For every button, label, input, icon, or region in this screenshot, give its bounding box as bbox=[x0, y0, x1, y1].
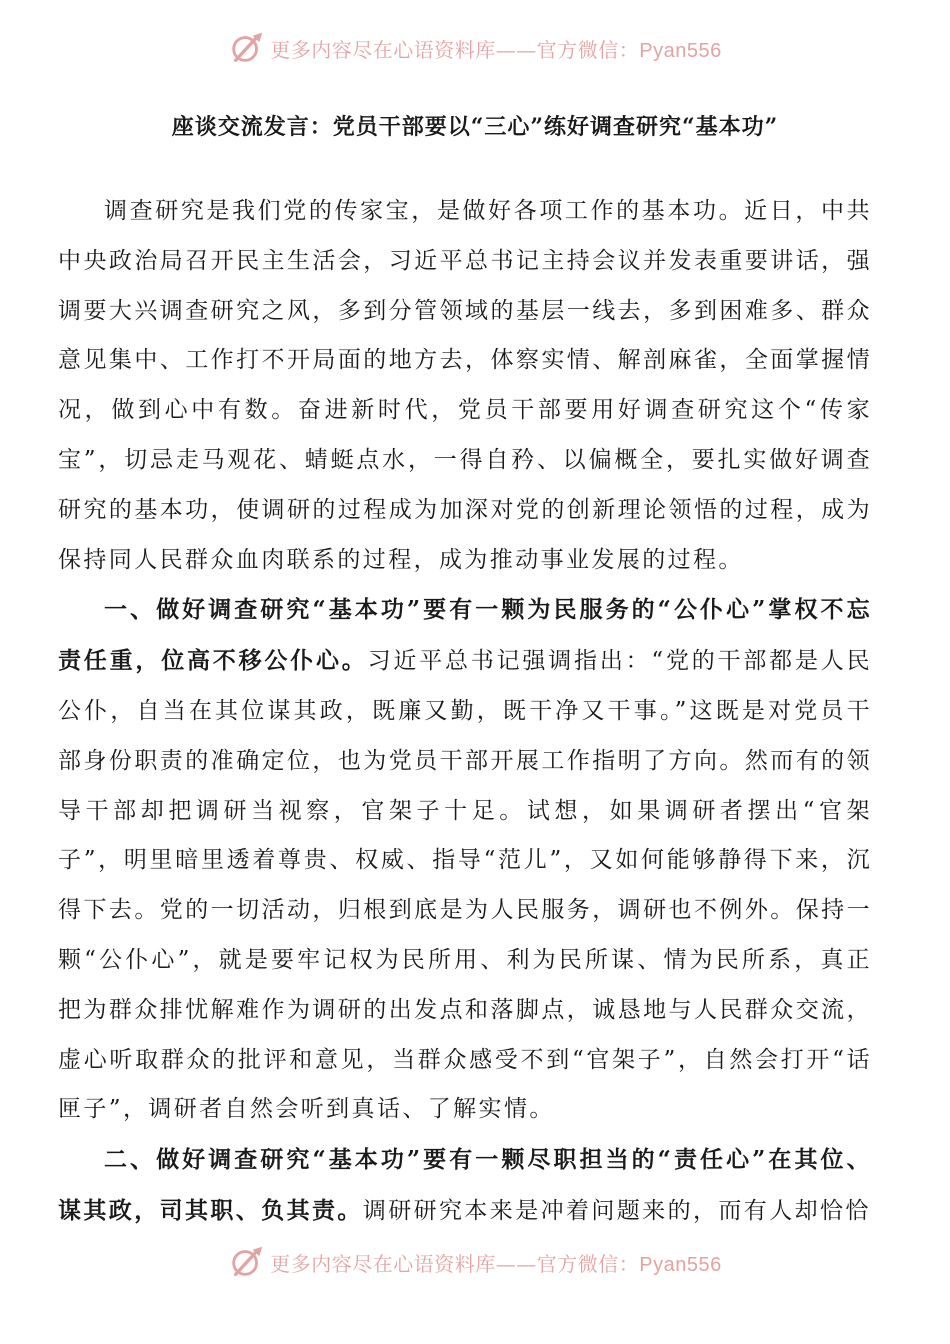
section-1-heading: 一、做好调查研究“基本功”要有一颗为民服务的“公仆心”掌权不忘责任重，位高不移公仆心。 bbox=[58, 596, 872, 675]
watermark-logo-icon bbox=[228, 1243, 266, 1281]
paragraph-intro: 调查研究是我们党的传家宝，是做好各项工作的基本功。近日，中共中央政治局召开民主生活会，习近平总书记主持会议并发表重要讲话，强调要大兴调查研究之风，多到分管领域的基层一线去，多到困难多、群众意见集中、工作打不开局面的地方去，体察实情、解剖麻雀，全面掌握情况，做到心中有数。奋进新时代，党员干部要用好调查研究这个“传家宝”，切忌走马观花、蜻蜓点水，一得自矜、以偏概全，要扎实做好调查研究的基本功，使调研的过程成为加深对党的创新理论领悟的过程，成为保持同人民群众血肉联系的过程，成为推动事业发展的过程。 bbox=[58, 198, 872, 573]
page-title: 座谈交流发言：党员干部要以“三心”练好调查研究“基本功” bbox=[171, 114, 779, 140]
watermark-footer bbox=[0, 1242, 950, 1282]
watermark-logo-icon bbox=[228, 29, 266, 67]
watermark-text: 更多内容尽在心语资料库——官方微信：Pyan556 bbox=[270, 1251, 722, 1276]
section-2-heading: 二、做好调查研究“基本功”要有一颗尽职担当的“责任心”在其位、谋其政，司其职、负其责。 bbox=[58, 1146, 872, 1224]
watermark-text: 更多内容尽在心语资料库——官方微信：Pyan556 bbox=[270, 37, 722, 62]
document-body bbox=[58, 186, 872, 1237]
watermark-header bbox=[0, 28, 950, 68]
paragraph-section-2: 二、做好调查研究“基本功”要有一颗尽职担当的“责任心”在其位、谋其政，司其职、负其责。调研研究本来是冲着问题来的，而有人却恰恰 bbox=[58, 1146, 872, 1224]
paragraph-section-1: 一、做好调查研究“基本功”要有一颗为民服务的“公仆心”掌权不忘责任重，位高不移公仆心。习近平总书记强调指出：“党的干部都是人民公仆，自当在其位谋其政，既廉又勤，既干净又干事。”这既是对党员干部身份职责的准确定位，也为党员干部开展工作指明了方向。然而有的领导干部却把调研当视察，官架子十足。试想，如果调研者摆出“官架子”，明里暗里透着尊贵、权威、指导“范儿”，又如何能够静得下来，沉得下去。党的一切活动，归根到底是为人民服务，调研也不例外。保持一颗“公仆心”，就是要牢记权为民所用、利为民所谋、情为民所系，真正把为群众排忧解难作为调研的出发点和落脚点，诚恳地与人民群众交流，虚心听取群众的批评和意见，当群众感受不到“官架子”，自然会打开“话匣子”，调研者自然会听到真话、了解实情。 bbox=[58, 596, 872, 1123]
